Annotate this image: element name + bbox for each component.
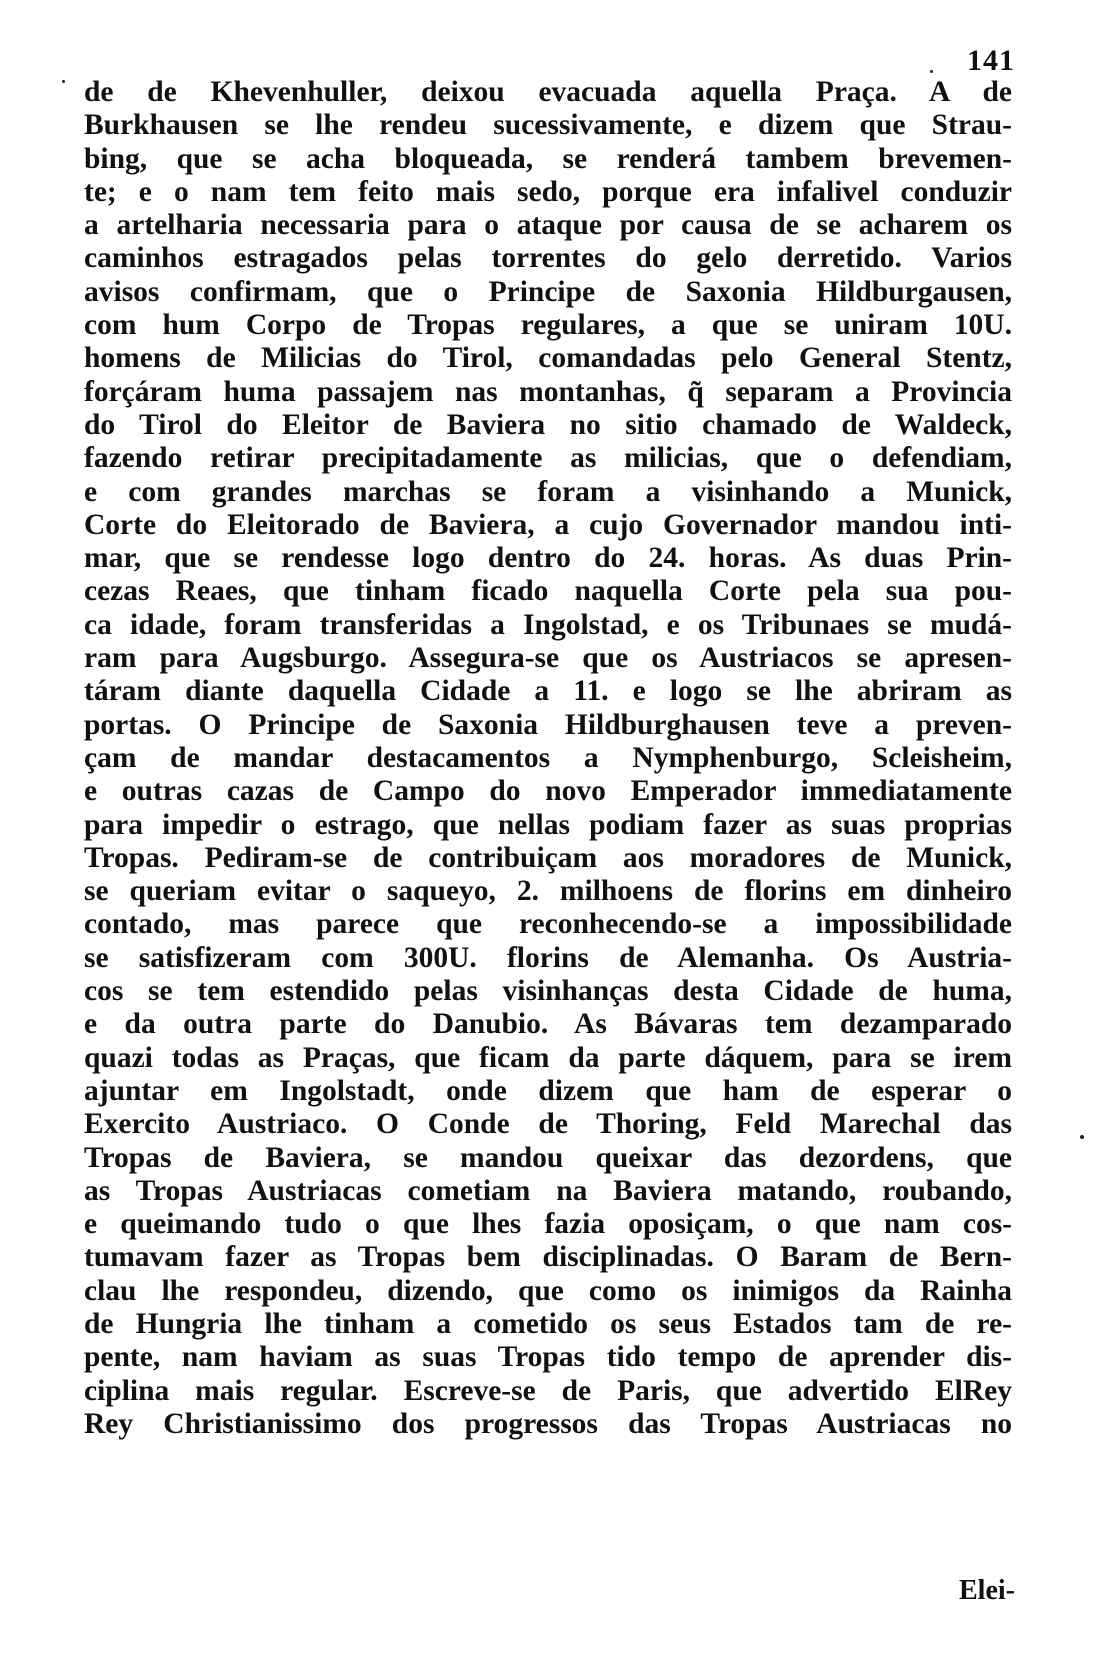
text-line: mar, que se rendesse logo dentro do 24. horas. As duas Prin- [84, 542, 1012, 575]
text-line: do Tirol do Eleitor de Baviera no sitio chamado de Waldeck, [84, 408, 1012, 441]
text-line: homens de Milicias do Tirol, comandadas pelo General Stentz, [84, 342, 1012, 375]
text-line: e da outra parte do Danubio. As Bávaras tem dezamparado [84, 1008, 1012, 1041]
text-line: clau lhe respondeu, dizendo, que como os inimigos da Rainha [84, 1274, 1012, 1307]
text-line: Corte do Eleitorado de Baviera, a cujo Governador mandou inti- [84, 508, 1012, 541]
text-line: ajuntar em Ingolstadt, onde dizem que ham de esperar o [84, 1074, 1012, 1107]
ink-speck [930, 70, 933, 73]
text-line: a artelharia necessaria para o ataque por causa de se acharem os [84, 209, 1012, 242]
ink-speck [62, 80, 65, 83]
text-line: pente, nam haviam as suas Tropas tido tempo de aprender dis- [84, 1341, 1012, 1374]
text-line: de de Khevenhuller, deixou evacuada aquella Praça. A de [84, 76, 1012, 108]
text-line: ram para Augsburgo. Assegura-se que os Austriacos se apresen- [84, 642, 1012, 675]
page-number: 141 [967, 44, 1015, 77]
text-line: Tropas de Baviera, se mandou queixar das dezordens, que [84, 1141, 1012, 1174]
text-line: de Hungria lhe tinham a cometido os seus Estados tam de re- [84, 1307, 1012, 1340]
text-line: forçáram huma passajem nas montanhas, q̃ separam a Provincia [84, 375, 1012, 408]
text-line: contado, mas parece que reconhecendo-se a impossibilidade [84, 908, 1012, 941]
text-line: çam de mandar destacamentos a Nymphenburgo, Scleisheim, [84, 741, 1012, 774]
text-line: ciplina mais regular. Escreve-se de Paris, que advertido ElRey [84, 1374, 1012, 1407]
text-line: quazi todas as Praças, que ficam da parte dáquem, para se irem [84, 1041, 1012, 1074]
text-line: Tropas. Pediram-se de contribuiçam aos moradores de Munick, [84, 841, 1012, 874]
text-line: se satisfizeram com 300U. florins de Alemanha. Os Austria- [84, 941, 1012, 974]
text-line: ca idade, foram transferidas a Ingolstad, e os Tribunaes se mudá- [84, 608, 1012, 641]
text-line: tumavam fazer as Tropas bem disciplinadas. O Baram de Bern- [84, 1241, 1012, 1274]
text-line: com hum Corpo de Tropas regulares, a que se uniram 10U. [84, 309, 1012, 342]
text-line: e queimando tudo o que lhes fazia oposiçam, o que nam cos- [84, 1208, 1012, 1241]
ink-speck [1080, 1135, 1084, 1139]
text-line: fazendo retirar precipitadamente as milicias, que o defendiam, [84, 442, 1012, 475]
text-line: bing, que se acha bloqueada, se renderá tambem brevemen- [84, 142, 1012, 175]
text-line: te; e o nam tem feito mais sedo, porque era infalivel conduzir [84, 175, 1012, 208]
text-line: para impedir o estrago, que nellas podiam fazer as suas proprias [84, 808, 1012, 841]
text-line: as Tropas Austriacas cometiam na Baviera matando, roubando, [84, 1174, 1012, 1207]
text-line: e outras cazas de Campo do novo Emperador immediatamente [84, 775, 1012, 808]
text-line: cos se tem estendido pelas visinhanças desta Cidade de huma, [84, 975, 1012, 1008]
text-line: cezas Reaes, que tinham ficado naquella Corte pela sua pou- [84, 575, 1012, 608]
text-line: se queriam evitar o saqueyo, 2. milhoens de florins em dinheiro [84, 875, 1012, 908]
text-line: táram diante daquella Cidade a 11. e logo se lhe abriram as [84, 675, 1012, 708]
text-line: portas. O Principe de Saxonia Hildburghausen teve a preven- [84, 708, 1012, 741]
text-line: e com grandes marchas se foram a visinhando a Munick, [84, 475, 1012, 508]
text-line: Rey Christianissimo dos progressos das Tropas Austriacas no [84, 1407, 1012, 1440]
body-text [84, 76, 1012, 1441]
text-line: caminhos estragados pelas torrentes do gelo derretido. Varios [84, 242, 1012, 275]
catchword: Elei- [959, 1575, 1015, 1606]
text-line: Exercito Austriaco. O Conde de Thoring, Feld Marechal das [84, 1108, 1012, 1141]
text-line: avisos confirmam, que o Principe de Saxonia Hildburgausen, [84, 275, 1012, 308]
text-line: Burkhausen se lhe rendeu sucessivamente, e dizem que Strau- [84, 109, 1012, 142]
